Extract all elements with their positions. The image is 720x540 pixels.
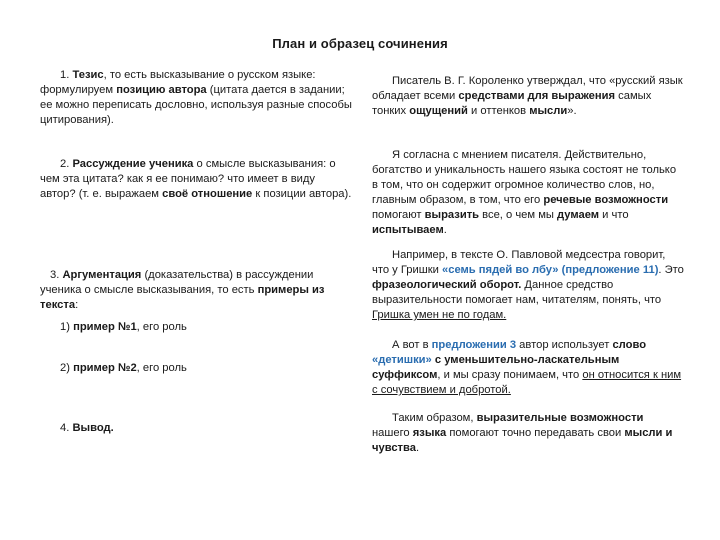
essay-paragraph-thesis: Писатель В. Г. Короленко утверждал, что «русский язык обладает всеми средствами для выражения самых тонких ощущений и оттенков мысли». <box>372 75 683 117</box>
sentence-reference: предложении 3 <box>431 339 517 351</box>
quote-highlight: «семь пядей во лбу» <box>442 264 559 276</box>
term-arguments: Аргументация <box>62 269 142 281</box>
essay-paragraph-reasoning: Я согласна с мнением писателя. Действительно, богатство и уникальность нашего языка состоят не только в том, что он содержит огромное количество слов, но, главным образом, в том, что его речевые возможности помогают выразить все, о чем мы думаем и что испытываем. <box>372 149 677 236</box>
plan-example-1: 1) пример №1, его роль <box>60 321 187 333</box>
sentence-reference: (предложение 11) <box>561 264 659 276</box>
plan-example-2: 2) пример №2, его роль <box>60 362 187 374</box>
plan-item-arguments: 3. Аргументация (доказательства) в рассуждении ученика о смысле высказывания, то есть примеры из текста: <box>40 269 325 311</box>
page-title: План и образец сочинения <box>272 36 448 51</box>
term-reasoning: Рассуждение ученика <box>72 158 194 170</box>
plan-item-conclusion: 4. Вывод. <box>60 422 114 434</box>
essay-paragraph-example-1: Например, в тексте О. Павловой медсестра говорит, что у Гришки «семь пядей во лбу» (предложение 11). Это фразеологический оборот. Данное средство выразительности помогает нам, читателям, понять, что Гришка умен не по годам. <box>372 249 684 321</box>
plan-item-reasoning: 2. Рассуждение ученика о смысле высказывания: о чем эта цитата? как я ее понимаю? что имеет в виду автор? (т. е. выражаем своё отношение к позиции автора). <box>40 158 352 200</box>
essay-paragraph-example-2: А вот в предложении 3 автор использует слово «детишки» с уменьшительно-ласкательным суффиксом, и мы сразу понимаем, что он относится к ним с сочувствием и добротой. <box>372 339 682 396</box>
essay-paragraph-conclusion: Таким образом, выразительные возможности нашего языка помогают точно передавать свои мысли и чувства. <box>372 412 673 454</box>
plan-item-thesis: 1. Тезис, то есть высказывание о русском языке: формулируем позицию автора (цитата дается в задании; ее можно переписать дословно, используя разные способы цитирования). <box>40 69 352 126</box>
term-thesis: Тезис <box>72 69 104 81</box>
word-highlight: «детишки» <box>372 354 432 366</box>
